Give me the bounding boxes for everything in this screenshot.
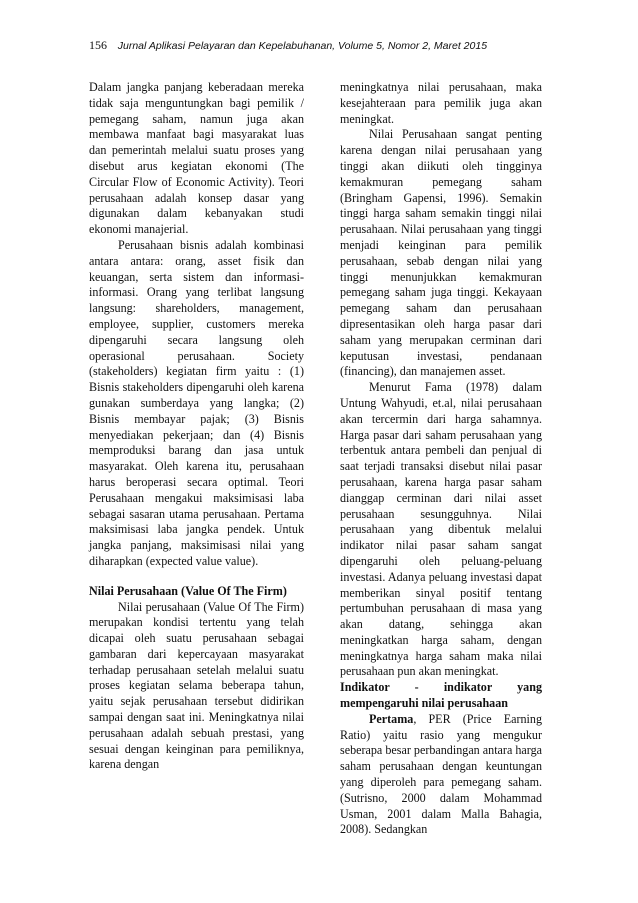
journal-title: Jurnal Aplikasi Pelayaran dan Kepelabuhanan, Volume 5, Nomor 2, Maret 2015 — [117, 40, 488, 52]
page-number: 156 — [89, 38, 107, 52]
right-column — [340, 80, 542, 838]
right-paragraph-4 — [340, 712, 542, 838]
section-heading-value-of-firm: Nilai Perusahaan (Value Of The Firm) — [89, 583, 287, 598]
left-paragraph-1: Dalam jangka panjang keberadaan mereka tidak saja menguntungkan bagi pemilik / pemegang saham, namun juga akan membawa manfaat bagi masyarakat luas dan pemerintah melalui suatu proses yang disebut arus kegiatan ekonomi (The Circular Flow of Economic Activity). Teori perusahaan adalah konsep dasar yang digunakan dalam kebanyakan studi ekonomi manajerial. — [89, 80, 304, 237]
left-column — [89, 80, 304, 773]
section-heading-indicators: Indikator - indikator yang mempengaruhi nilai perusahaan — [340, 680, 542, 711]
page-header — [89, 38, 549, 53]
first-indicator-label: Pertama — [369, 711, 414, 726]
right-paragraph-2: Nilai Perusahaan sangat penting karena dengan nilai perusahaan yang tinggi akan diikuti oleh tingginya kemakmuran pemegang saham (Bringham Gapensi, 1996). Semakin tinggi harga saham semakin tinggi nilai perusahaan. Nilai perusahaan yang tinggi menjadi keinginan para pemilik perusahaan, sebab dengan nilai yang tinggi menunjukkan kemakmuran pemegang saham juga tinggi. Kekayaan pemegang saham dan perusahaan dipresentasikan oleh harga pasar dari saham yang merupakan cerminan dari keputusan investasi, pendanaan (financing), dan manajemen asset. — [340, 127, 542, 379]
right-paragraph-4-text: , PER (Price Earning Ratio) yaitu rasio yang mengukur seberapa besar perbandingan antara harga saham perusahaan dengan keuntungan yang diperoleh para pemegang saham. (Sutrisno, 2000 dalam Mohammad Usman, 2001 dalam Malla Bahagia, 2008). Sedangkan — [340, 711, 542, 837]
left-paragraph-2: Perusahaan bisnis adalah kombinasi antara antara: orang, asset fisik dan keuangan, serta sistem dan informasi-informasi. Orang yang terlibat langsung langsung: shareholders, management, employee, supplier, customers mereka dipengaruhi secara langsung oleh operasional perusahaan. Society (stakeholders) kegiatan firm yaitu : (1) Bisnis stakeholders dipengaruhi oleh karena gunakan sumberdaya yang langka; (2) Bisnis membayar pajak; (3) Bisnis menyediakan pekerjaan; dan (4) Bisnis memproduksi barang dan jasa untuk masyarakat. Oleh karena itu, perusahaan harus beroperasi secara optimal. Teori Perusahaan mengakui maksimisasi laba sebagai sasaran utama perusahaan. Pertama maksimisasi laba jangka pendek. Untuk jangka panjang, maksimisasi nilai yang diharapkan (expected value value). — [89, 237, 304, 568]
left-paragraph-3: Nilai perusahaan (Value Of The Firm) merupakan kondisi tertentu yang telah dicapai oleh suatu perusahaan sebagai gambaran dari kepercayaan masyarakat terhadap perusahaan setelah melalui suatu proses kegiatan selama beberapa tahun, yaitu sejak perusahaan tersebut didirikan sampai dengan saat ini. Meningkatnya nilai perusahaan adalah sebuah prestasi, yang sesuai dengan keinginan para pemiliknya, karena dengan — [89, 599, 304, 772]
right-paragraph-3: Menurut Fama (1978) dalam Untung Wahyudi, et.al, nilai perusahaan akan tercermin dari harga sahamnya. Harga pasar dari saham perusahaan yang terbentuk antara pembeli dan penjual di saat terjadi transaksi disebut nilai pasar perusahaan, karena harga pasar saham dianggap cerminan dari nilai asset perusahaan sesungguhnya. Nilai perusahaan yang dibentuk melalui indikator nilai pasar saham sangat dipengaruhi oleh peluang-peluang investasi. Adanya peluang investasi dapat memberikan sinyal positif tentang pertumbuhan perusahaan di masa yang akan datang, sehingga akan meningkatkan harga saham, dengan meningkatnya harga saham maka nilai perusahaan pun akan meningkat. — [340, 380, 542, 679]
right-paragraph-1: meningkatnya nilai perusahaan, maka kesejahteraan para pemilik juga akan meningkat. — [340, 80, 542, 126]
